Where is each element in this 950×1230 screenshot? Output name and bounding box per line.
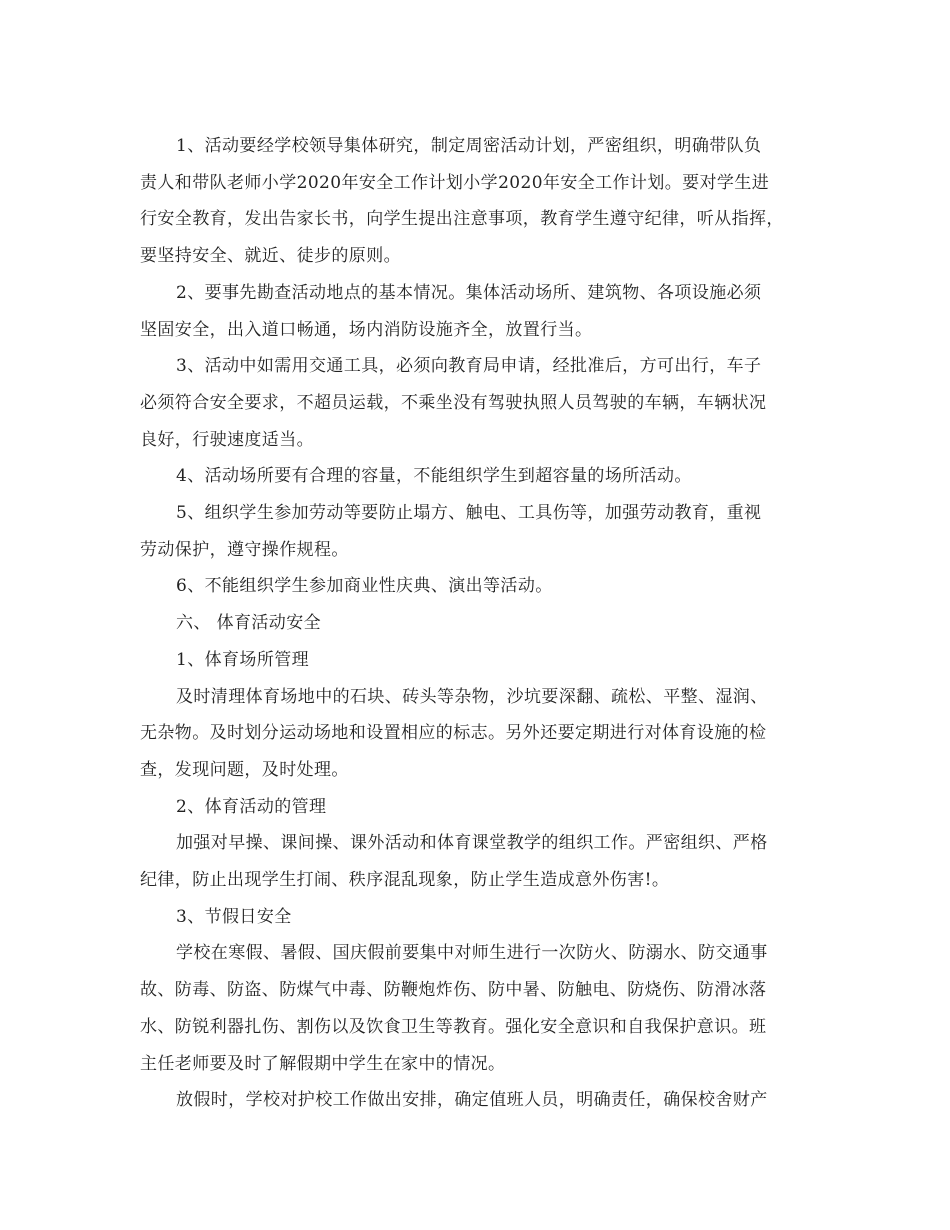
text-line: 及时清理体育场地中的石块、砖头等杂物，沙坑要深翻、疏松、平整、湿润、 [176, 686, 768, 707]
paragraph [140, 605, 815, 642]
paragraph [140, 825, 815, 898]
text-line: 1、体育场所管理 [176, 649, 310, 670]
text-line: 必须符合安全要求，不超员运载，不乘坐没有驾驶执照人员驾驶的车辆，车辆状况 [140, 392, 767, 413]
text-line: 主任老师要及时了解假期中学生在家中的情况。 [140, 1053, 506, 1074]
text-line: 3、活动中如需用交通工具，必须向教育局申请，经批准后，方可出行，车子 [176, 356, 762, 377]
text-line: 责人和带队老师小学2020年安全工作计划小学2020年安全工作计划。要对学生进 [140, 172, 770, 193]
text-line: 2、体育活动的管理 [176, 796, 327, 817]
paragraph [140, 275, 815, 348]
text-line: 学校在寒假、暑假、国庆假前要集中对师生进行一次防火、防溺水、防交通事 [176, 943, 768, 964]
text-line: 4、活动场所要有合理的容量，不能组织学生到超容量的场所活动。 [176, 466, 692, 487]
text-line: 6、不能组织学生参加商业性庆典、演出等活动。 [176, 576, 553, 597]
text-line: 要坚持安全、就近、徒步的原则。 [140, 246, 401, 267]
text-line: 查，发现问题，及时处理。 [140, 759, 349, 780]
paragraph [140, 679, 815, 789]
paragraph [140, 642, 815, 679]
text-line: 水、防锐利器扎伤、割伤以及饮食卫生等教育。强化安全意识和自我保护意识。班 [140, 1016, 767, 1037]
document-body [140, 128, 815, 1119]
paragraph [140, 495, 815, 568]
paragraph [140, 789, 815, 826]
text-line: 2、要事先勘查活动地点的基本情况。集体活动场所、建筑物、各项设施必须 [176, 282, 762, 303]
text-line: 5、组织学生参加劳动等要防止塌方、触电、工具伤等，加强劳动教育，重视 [176, 503, 762, 524]
text-line: 良好，行驶速度适当。 [140, 429, 314, 450]
text-line: 劳动保护，遵守操作规程。 [140, 539, 349, 560]
text-line: 3、节假日安全 [176, 906, 292, 927]
text-line: 坚固安全，出入道口畅通，场内消防设施齐全，放置行当。 [140, 319, 593, 340]
text-line: 行安全教育，发出告家长书，向学生提出注意事项，教育学生遵守纪律，听从指挥， [140, 209, 784, 230]
paragraph [140, 348, 815, 458]
paragraph [140, 1082, 815, 1119]
paragraph [140, 568, 815, 605]
text-line: 1、活动要经学校领导集体研究，制定周密活动计划，严密组织，明确带队负 [176, 136, 762, 156]
text-line: 放假时，学校对护校工作做出安排，确定值班人员，明确责任，确保校舍财产 [176, 1090, 768, 1111]
text-line: 纪律，防止出现学生打闹、秩序混乱现象，防止学生造成意外伤害!。 [140, 870, 670, 891]
text-line: 无杂物。及时划分运动场地和设置相应的标志。另外还要定期进行对体育设施的检 [140, 723, 767, 744]
paragraph [140, 899, 815, 936]
text-line: 故、防毒、防盗、防煤气中毒、防鞭炮炸伤、防中暑、防触电、防烧伤、防滑冰落 [140, 980, 767, 1001]
paragraph [140, 128, 815, 275]
paragraph [140, 458, 815, 495]
paragraph [140, 935, 815, 1082]
text-line: 六、 体育活动安全 [176, 613, 322, 634]
text-line: 加强对早操、课间操、课外活动和体育课堂教学的组织工作。严密组织、严格 [176, 833, 768, 854]
